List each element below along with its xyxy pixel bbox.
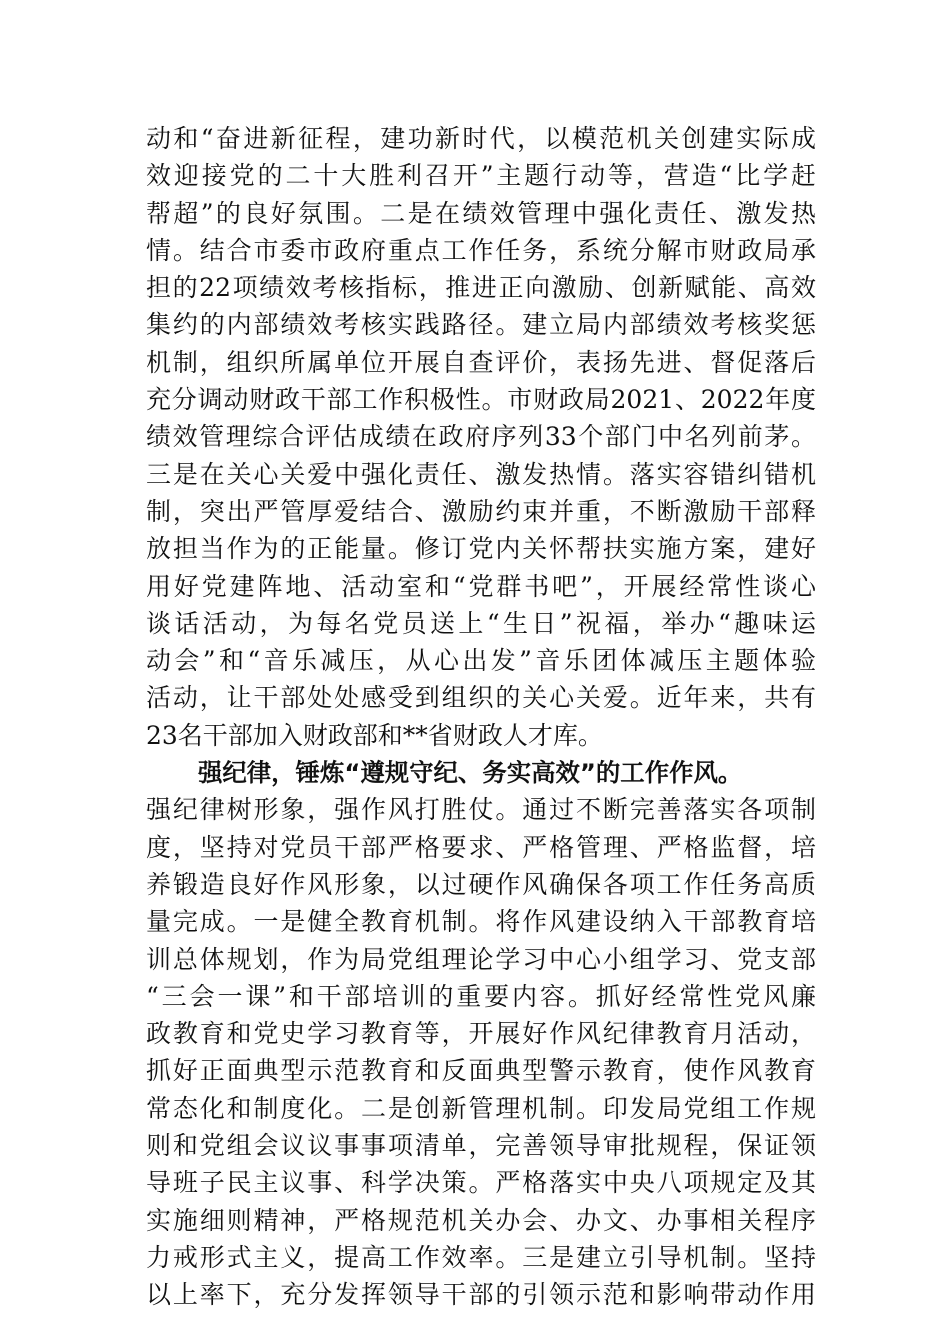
- text-line: 训总体规划，作为局党组理论学习中心小组学习、党支部: [146, 944, 816, 974]
- text-line: 动和“奋进新征程，建功新时代，以模范机关创建实际成: [146, 124, 816, 153]
- text-line: 则和党组会议议事事项清单，完善领导审批规程，保证领: [146, 1131, 816, 1161]
- text-line: 制，突出严管厚爱结合、激励约束并重，不断激励干部释: [146, 496, 816, 526]
- text-line: “三会一课”和干部培训的重要内容。抓好经常性党风廉: [146, 981, 816, 1011]
- text-line: 养锻造良好作风形象，以过硬作风确保各项工作任务高质: [146, 869, 816, 899]
- text-line: 效迎接党的二十大胜利召开”主题行动等，营造“比学赶: [146, 161, 816, 191]
- section-heading: 强纪律，锤炼“遵规守纪、务实高效”的工作作风。: [198, 758, 743, 788]
- text-line: 谈话活动，为每名党员送上“生日”祝福，举办“趣味运: [146, 608, 816, 638]
- text-line: 用好党建阵地、活动室和“党群书吧”，开展经常性谈心: [146, 571, 816, 601]
- text-line: 担的22项绩效考核指标，推进正向激励、创新赋能、高效: [146, 273, 816, 303]
- text-line: 放担当作为的正能量。修订党内关怀帮扶实施方案，建好: [146, 534, 816, 564]
- text-line: 三是在关心关爱中强化责任、激发热情。落实容错纠错机: [146, 459, 816, 489]
- text-line: 抓好正面典型示范教育和反面典型警示教育，使作风教育: [146, 1056, 816, 1086]
- text-line: 度，坚持对党员干部严格要求、严格管理、严格监督，培: [146, 832, 816, 862]
- text-line: 导班子民主议事、科学决策。严格落实中央八项规定及其: [146, 1168, 816, 1198]
- body-text: [146, 120, 816, 1314]
- text-line: 帮超”的良好氛围。二是在绩效管理中强化责任、激发热: [146, 198, 816, 228]
- text-line: 绩效管理综合评估成绩在政府序列33个部门中名列前茅。: [146, 422, 816, 452]
- text-line: 机制，组织所属单位开展自查评价，表扬先进、督促落后: [146, 347, 816, 377]
- text-line: 常态化和制度化。二是创新管理机制。印发局党组工作规: [146, 1093, 816, 1123]
- text-line: 情。结合市委市政府重点工作任务，系统分解市财政局承: [146, 235, 816, 265]
- text-line: 强纪律树形象，强作风打胜仗。通过不断完善落实各项制: [146, 795, 816, 825]
- text-line: 集约的内部绩效考核实践路径。建立局内部绩效考核奖惩: [146, 310, 816, 340]
- text-line: 量完成。一是健全教育机制。将作风建设纳入干部教育培: [146, 907, 816, 937]
- text-line: 活动，让干部处处感受到组织的关心关爱。近年来，共有: [146, 683, 816, 713]
- text-line: 充分调动财政干部工作积极性。市财政局2021、2022年度: [146, 385, 816, 415]
- text-line: 动会”和“音乐减压，从心出发”音乐团体减压主题体验: [146, 646, 816, 676]
- text-line-paragraph-end: 23名干部加入财政部和**省财政人才库。: [146, 720, 603, 750]
- text-line: 力戒形式主义，提高工作效率。三是建立引导机制。坚持: [146, 1242, 816, 1272]
- text-line: 实施细则精神，严格规范机关办会、办文、办事相关程序: [146, 1205, 816, 1235]
- text-line: 以上率下，充分发挥领导干部的引领示范和影响带动作用: [146, 1280, 816, 1310]
- text-line: 政教育和党史学习教育等，开展好作风纪律教育月活动，: [146, 1019, 816, 1049]
